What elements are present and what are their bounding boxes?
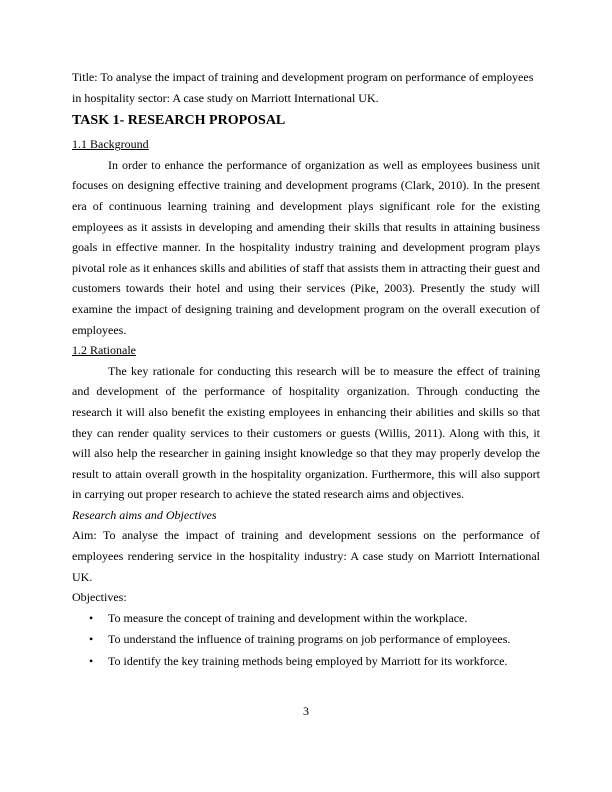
bullet-icon: •: [89, 654, 94, 669]
document-title: Title: To analyse the impact of training and development program on performance of employees in hospitality sector: A case study on Marriott International UK.: [72, 70, 534, 105]
rationale-paragraph: The key rationale for conducting this research will be to measure the effect of training and development of the performance of hospitality organization. Through conducting the research it will also benefit the existing employees in enhancing their abilities and skills so that they can render quality services to their customers or guests (Willis, 2011). Along with this, it will also help the researcher in gaining insight knowledge so that they may properly develop the result to attain overall growth in the hospitality organization. Furthermore, this will also support in carrying out proper research to achieve the stated research aims and objectives.: [72, 363, 540, 502]
background-heading: 1.1 Background: [72, 137, 149, 152]
objective-text: To identify the key training methods being employed by Marriott for its workforce.: [108, 654, 508, 669]
aim-paragraph: Aim: To analyse the impact of training and development sessions on the performance of employees rendering service in the hospitality industry: A case study on Marriott International UK.: [72, 528, 540, 584]
objectives-list: [72, 608, 540, 672]
bullet-icon: •: [89, 610, 94, 625]
objective-text: To measure the concept of training and development within the workplace.: [108, 610, 468, 625]
background-paragraph: In order to enhance the performance of organization as well as employees business unit focuses on designing effective training and development programs (Clark, 2010). In the present era of continuous learning training and development plays significant role for the existing employees as it assists in developing and amending their skills that results in attaining business goals in effective manner. In the hospitality industry training and development program plays pivotal role as it enhances skills and abilities of staff that assists them in attracting their guest and customers towards their hotel and using their services (Pike, 2003). Presently the study will examine the impact of designing training and development program on the overall execution of employees.: [72, 157, 540, 337]
page-number: 3: [303, 704, 309, 718]
bullet-icon: •: [89, 632, 94, 647]
aims-heading: Research aims and Objectives: [72, 507, 217, 522]
list-item: [72, 651, 540, 672]
objectives-label: Objectives:: [72, 590, 127, 605]
document-page: [72, 67, 540, 673]
objective-text: To understand the influence of training programs on job performance of employees.: [108, 632, 511, 647]
list-item: [72, 608, 540, 629]
list-item: [72, 629, 540, 650]
task-heading: TASK 1- RESEARCH PROPOSAL: [72, 113, 286, 129]
rationale-heading: 1.2 Rationale: [72, 343, 136, 358]
